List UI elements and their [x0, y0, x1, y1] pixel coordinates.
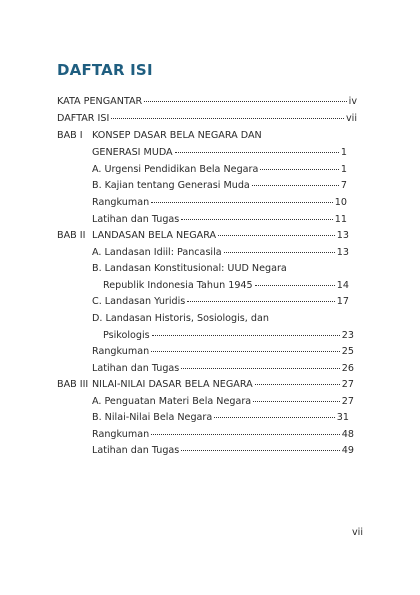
- toc-entry-label: NILAI-NILAI DASAR BELA NEGARA: [92, 379, 253, 390]
- toc-chapter-number: BAB I: [57, 130, 83, 141]
- toc-entry: [92, 245, 349, 261]
- toc-entry-label: Rangkuman: [92, 197, 150, 208]
- toc-page-number: 48: [341, 429, 354, 440]
- toc-page-number: 13: [336, 230, 349, 241]
- toc-page-number: 13: [336, 247, 349, 258]
- toc-entry-label: A. Penguatan Materi Bela Negara: [92, 396, 252, 407]
- toc-dot-leader: [151, 202, 333, 203]
- toc-entry-label: B. Nilai-Nilai Bela Negara: [92, 412, 213, 423]
- toc-dot-leader: [152, 335, 340, 336]
- toc-entry-label: KATA PENGANTAR: [57, 96, 143, 107]
- toc-entry: [92, 443, 354, 459]
- toc-page-number: 27: [341, 396, 354, 407]
- toc-dot-leader: [252, 185, 339, 186]
- toc-dot-leader: [260, 169, 339, 170]
- toc-entry-label: KONSEP DASAR BELA NEGARA DAN: [92, 130, 262, 141]
- toc-dot-leader: [175, 152, 339, 153]
- toc-entry-label: Rangkuman: [92, 429, 150, 440]
- toc-dot-leader: [253, 401, 340, 402]
- toc-dot-leader: [181, 450, 339, 451]
- toc-entry: [92, 145, 347, 161]
- toc-entry: [92, 212, 347, 228]
- toc-entry: [92, 294, 349, 310]
- toc-entry-label: Latihan dan Tugas: [92, 445, 180, 456]
- toc-entry: [92, 311, 349, 327]
- toc-page-number: 31: [336, 412, 349, 423]
- toc-entry: [103, 328, 354, 344]
- toc-dot-leader: [187, 301, 335, 302]
- footer-page-number: vii: [352, 527, 364, 538]
- toc-dot-leader: [144, 101, 346, 102]
- toc-page-number: 49: [341, 445, 354, 456]
- toc-dot-leader: [151, 434, 340, 435]
- toc-entry: [92, 162, 347, 178]
- toc-entry: [57, 377, 354, 393]
- toc-entry: [57, 94, 357, 110]
- toc-entry-label: Rangkuman: [92, 346, 150, 357]
- toc-entry: [57, 111, 357, 127]
- toc-entry-label: B. Kajian tentang Generasi Muda: [92, 180, 250, 191]
- toc-page-number: 27: [341, 379, 354, 390]
- toc-page-number: 17: [336, 296, 349, 307]
- toc-entry: [92, 344, 354, 360]
- toc-dot-leader: [218, 235, 335, 236]
- toc-page-number: 1: [340, 164, 347, 175]
- toc-entry-label: Republik Indonesia Tahun 1945: [103, 280, 253, 291]
- toc-page-number: iv: [348, 96, 357, 107]
- toc-entry: [92, 178, 347, 194]
- toc-dot-leader: [255, 384, 340, 385]
- toc-dot-leader: [224, 252, 335, 253]
- toc-entry-label: A. Urgensi Pendidikan Bela Negara: [92, 164, 259, 175]
- toc-entry-label: C. Landasan Yuridis: [92, 296, 186, 307]
- toc-dot-leader: [214, 417, 335, 418]
- toc-dot-leader: [151, 351, 340, 352]
- toc-entry-label: DAFTAR ISI: [57, 113, 110, 124]
- toc-page-number: 26: [341, 363, 354, 374]
- toc-page-number: 7: [340, 180, 347, 191]
- toc-entry: [92, 427, 354, 443]
- toc-entry: [57, 228, 349, 244]
- toc-page-number: 10: [334, 197, 347, 208]
- toc-entry: [92, 394, 354, 410]
- toc-page-number: 1: [340, 147, 347, 158]
- toc-dot-leader: [181, 368, 339, 369]
- toc-entry-label: D. Landasan Historis, Sosiologis, dan: [92, 313, 269, 324]
- toc-chapter-number: BAB II: [57, 230, 86, 241]
- toc-dot-leader: [181, 219, 332, 220]
- toc-entry-label: B. Landasan Konstitusional: UUD Negara: [92, 263, 287, 274]
- toc-entry-label: A. Landasan Idiil: Pancasila: [92, 247, 222, 258]
- toc-entry: [92, 361, 354, 377]
- toc-entry: [103, 278, 349, 294]
- toc-entry-label: Latihan dan Tugas: [92, 363, 180, 374]
- toc-entry: [92, 410, 349, 426]
- toc-entry: [57, 128, 357, 144]
- toc-entry-label: Psikologis: [103, 330, 150, 341]
- toc-entry: [92, 261, 349, 277]
- toc-page-number: 14: [336, 280, 349, 291]
- toc-entry-label: Latihan dan Tugas: [92, 214, 180, 225]
- toc-chapter-number: BAB III: [57, 379, 89, 390]
- page-title: DAFTAR ISI: [57, 61, 153, 79]
- toc-page-number: 25: [341, 346, 354, 357]
- toc-page-number: 11: [334, 214, 347, 225]
- toc-page-number: 23: [341, 330, 354, 341]
- toc-dot-leader: [255, 285, 335, 286]
- toc-entry: [92, 195, 347, 211]
- toc-dot-leader: [111, 118, 344, 119]
- toc-entry-label: GENERASI MUDA: [92, 147, 173, 158]
- toc-entry-label: LANDASAN BELA NEGARA: [92, 230, 217, 241]
- toc-page-number: vii: [345, 113, 357, 124]
